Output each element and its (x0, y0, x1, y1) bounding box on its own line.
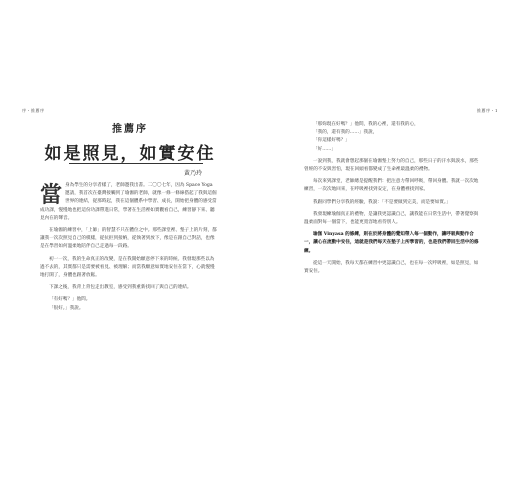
section-title: 推薦序 (112, 124, 148, 135)
main-title: 如是照見，如實安住 (44, 144, 216, 164)
closing-paragraph: 從這一天開始，我每天都在練習中更認識自己，也在每一次呼吸裡，如是照見，如實安住。 (304, 260, 479, 275)
running-head-left: 序・推薦序 (22, 108, 45, 113)
quote-1: 「有好嗎？」他問。 (49, 297, 91, 303)
author-name: 黃乃玲 (183, 170, 202, 177)
quote-2: 「很好。」我說。 (49, 305, 84, 311)
bold-paragraph: 瑜伽 Vinyasa 的修練，則在於將身體的覺知帶入每一個動作，讓呼吸與動作合一，讓心在流動中安住，這就是我們每天在墊子上所學習的，也是我們帶回生活中的修練。 (304, 232, 479, 254)
paragraph-6: 每次來到課堂，老師總是提醒我們：把注意力帶回呼吸，帶回身體。我就一次次地練習，一次次地回來，在呼吸裡找到安定，在身體裡找到家。 (304, 179, 479, 193)
right-page (260, 0, 520, 500)
paragraph-3: 初一一次，我的生命真正的改變，是在我開始願意停下來的時候。我發現那些以為過不去的，其實都只是需要被看見、被理解；而當我願意如實地安住在當下，心就慢慢地打開了，身體也跟著放鬆。 (40, 256, 215, 279)
paragraph-2: 「我的，還有我的……」我說， (313, 130, 378, 136)
paragraph-7: 我跟同學們分享我的經驗，我說：「不是要做到完美，而是要如實。」 (313, 199, 451, 205)
paragraph-8: 我發現練瑜伽真正的禮物，是讓我更認識自己，讓我能在日常生活中，帶著覺察與溫柔面對每一個當下，也能更寬容地看待別人。 (304, 211, 479, 226)
paragraph-5: 一說到我，我就會想起那個在瑜伽墊上努力的自己，那些日子的汗水與淚水，那些曾經的不安與害怕，現在回頭看都變成了生命裡最溫柔的禮物。 (304, 158, 479, 173)
paragraph-4: 「好……」 (313, 146, 336, 152)
paragraph-4: 下課之後，我背上背包走出教室，感受到我重新找回了與自己的連結。 (49, 285, 192, 291)
paragraph-3: 「你這樣好嗎？」 (313, 138, 350, 144)
left-body-text (40, 182, 218, 313)
right-body-text (304, 121, 480, 276)
paragraph-2: 在瑜伽的練習中，「上師」的智慧不只在體位之中。那些課堂裡、墊子上的片刻，都讓我一次次照見自己的模樣，從抗拒到接納，從執著到放下，像是在跟自己對話，也像是在學習如何溫柔地陪伴自己走過每一段路。 (40, 228, 217, 250)
drop-cap: 當 (40, 182, 63, 208)
running-head-right: 推薦序・1 (476, 108, 498, 113)
title-rule (69, 163, 203, 164)
paragraph-1: 當身為學生的分享者樣了，老師邀我出書。二〇〇七年，因為 Space Yoga 邀請，我首次在臺灣接觸到了瑜伽的老師，就像一條一條線搭起了我與這個世界的連結，從那時起，我在這個體系中學習、成長，開始把身體的感受當成功課，慢慢地也把這份功課帶進日常，學著在生活裡如實觀看自己，練習靜下來、聽見內在的聲音。 (40, 182, 217, 221)
paragraph-1: 「那妳現在好嗎？」他問，我的心裡，還有我的心， (313, 122, 419, 127)
